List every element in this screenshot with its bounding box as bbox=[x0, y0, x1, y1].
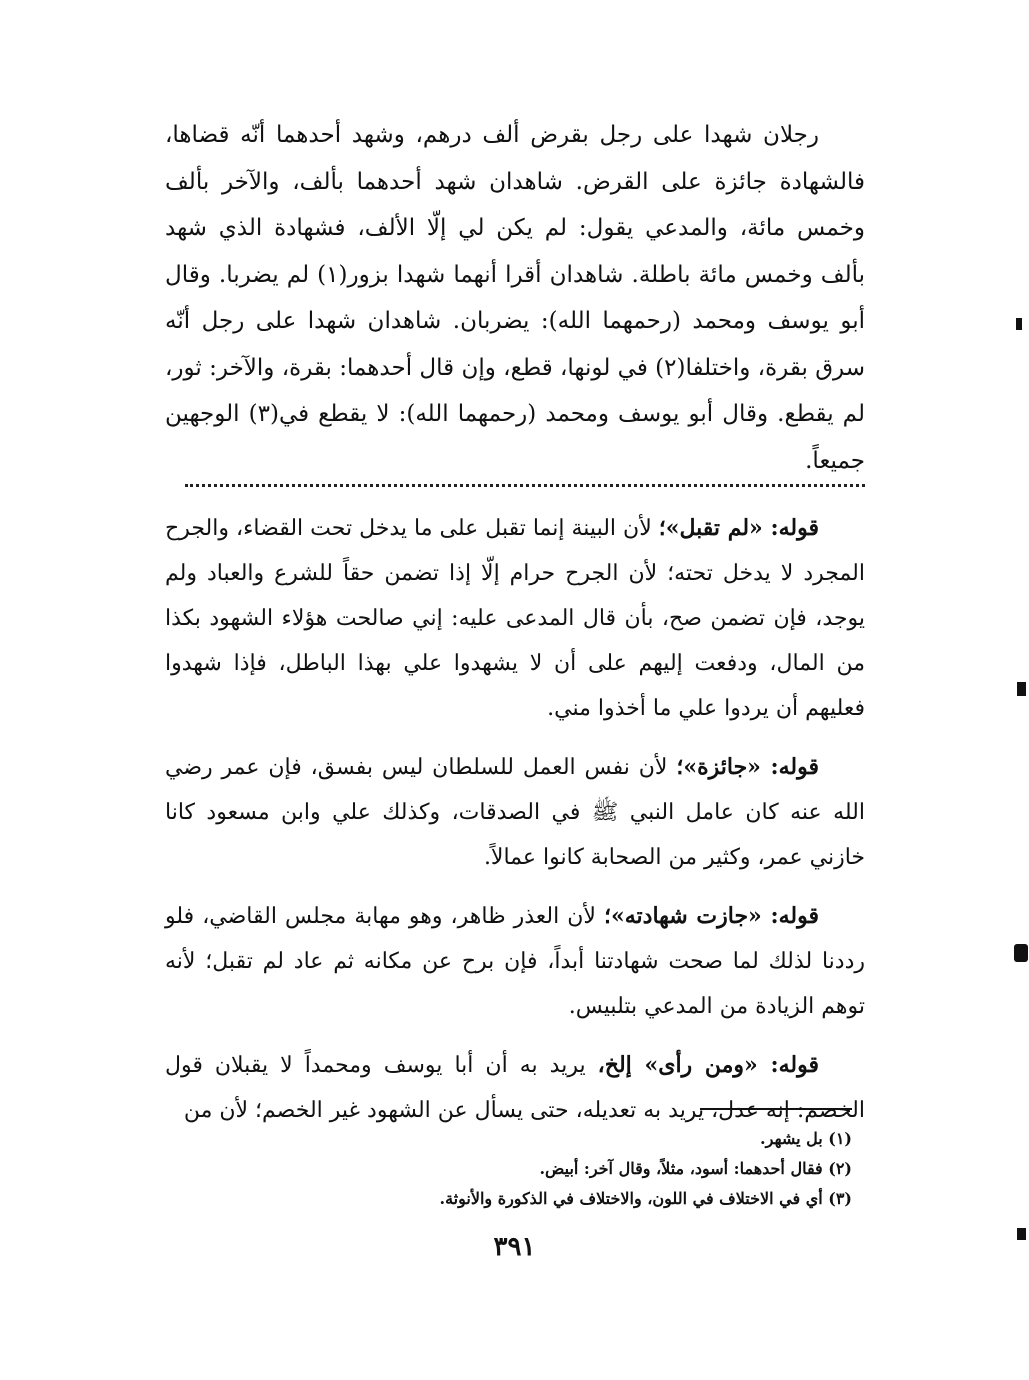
footnotes bbox=[360, 1124, 852, 1214]
commentary-body: لأن نفس العمل للسلطان ليس بفسق، فإن عمر رضي الله عنه كان عامل النبي ﷺ في الصدقات، وكذلك علي وابن مسعود كانا خازني عمر، وكثير من الصحابة كانوا عمالاً. bbox=[165, 755, 865, 870]
commentary-block bbox=[165, 506, 865, 1147]
footnote: (٢) فقال أحدهما: أسود، مثلاً، وقال آخر: أبيض. bbox=[539, 1159, 852, 1178]
commentary-paragraph bbox=[165, 745, 865, 880]
scan-mark bbox=[1016, 318, 1022, 330]
main-text-paragraph: رجلان شهدا على رجل بقرض ألف درهم، وشهد أحدهما أنّه قضاها، فالشهادة جائزة على القرض. شاهدان شهد أحدهما بألف، والآخر بألف وخمس مائة، والمدعي يقول: لم يكن لي إلّا الألف، فشهادة الذي شهد بألف وخمس مائة باطلة. شاهدان أقرا أنهما شهدا بزور(١) لم يضربا. وقال أبو يوسف ومحمد (رحمهما الله): يضربان. شاهدان شهدا على رجل أنّه سرق بقرة، واختلفا(٢) في لونها، قطع، وإن قال أحدهما: بقرة، والآخر: ثور، لم يقطع. وقال أبو يوسف ومحمد (رحمهما الله): لا يقطع في(٣) الوجهين جميعاً. bbox=[165, 122, 865, 474]
scan-mark bbox=[1014, 944, 1028, 962]
commentary-lead: قوله: «لم تقبل»؛ bbox=[658, 515, 819, 541]
scan-mark bbox=[1017, 682, 1026, 696]
page-number: ٣٩١ bbox=[493, 1232, 536, 1262]
scan-mark bbox=[1017, 1228, 1026, 1240]
footnote-rule bbox=[700, 1108, 852, 1110]
commentary-paragraph bbox=[165, 506, 865, 731]
commentary-body: لأن العذر ظاهر، وهو مهابة مجلس القاضي، فلو رددنا لذلك لما صحت شهادتنا أبداً، فإن برح عن مكانه ثم عاد لم تقبل؛ لأنه توهم الزيادة من المدعي بتلبيس. bbox=[165, 904, 865, 1019]
dotted-separator bbox=[185, 484, 865, 487]
commentary-lead: قوله: «ومن رأى» إلخ، bbox=[597, 1052, 819, 1078]
commentary-body: يريد به أن أبا يوسف ومحمداً لا يقبلان قول الخصم: إنه عدل، يريد به تعديله، حتى يسأل عن الشهود غير الخصم؛ لأن من bbox=[165, 1053, 865, 1123]
commentary-paragraph bbox=[165, 894, 865, 1029]
commentary-paragraph bbox=[165, 1043, 865, 1133]
commentary-lead: قوله: «جازت شهادته»؛ bbox=[603, 903, 819, 929]
main-text-block bbox=[165, 112, 865, 484]
commentary-lead: قوله: «جائزة»؛ bbox=[676, 754, 819, 780]
footnote: (١) بل يشهر. bbox=[760, 1129, 852, 1148]
footnote: (٣) أي في الاختلاف في اللون، والاختلاف في الذكورة والأنوثة. bbox=[439, 1189, 852, 1208]
commentary-body: لأن البينة إنما تقبل على ما يدخل تحت القضاء، والجرح المجرد لا يدخل تحته؛ لأن الجرح حرام إلّا إذا تضمن حقاً للشرع والعباد ولم يوجد، فإن تضمن صح، بأن قال المدعى عليه: إني صالحت هؤلاء الشهود بكذا من المال، ودفعت إليهم على أن لا يشهدوا علي بهذا الباطل، فإذا شهدوا فعليهم أن يردوا علي ما أخذوا مني. bbox=[165, 516, 865, 721]
